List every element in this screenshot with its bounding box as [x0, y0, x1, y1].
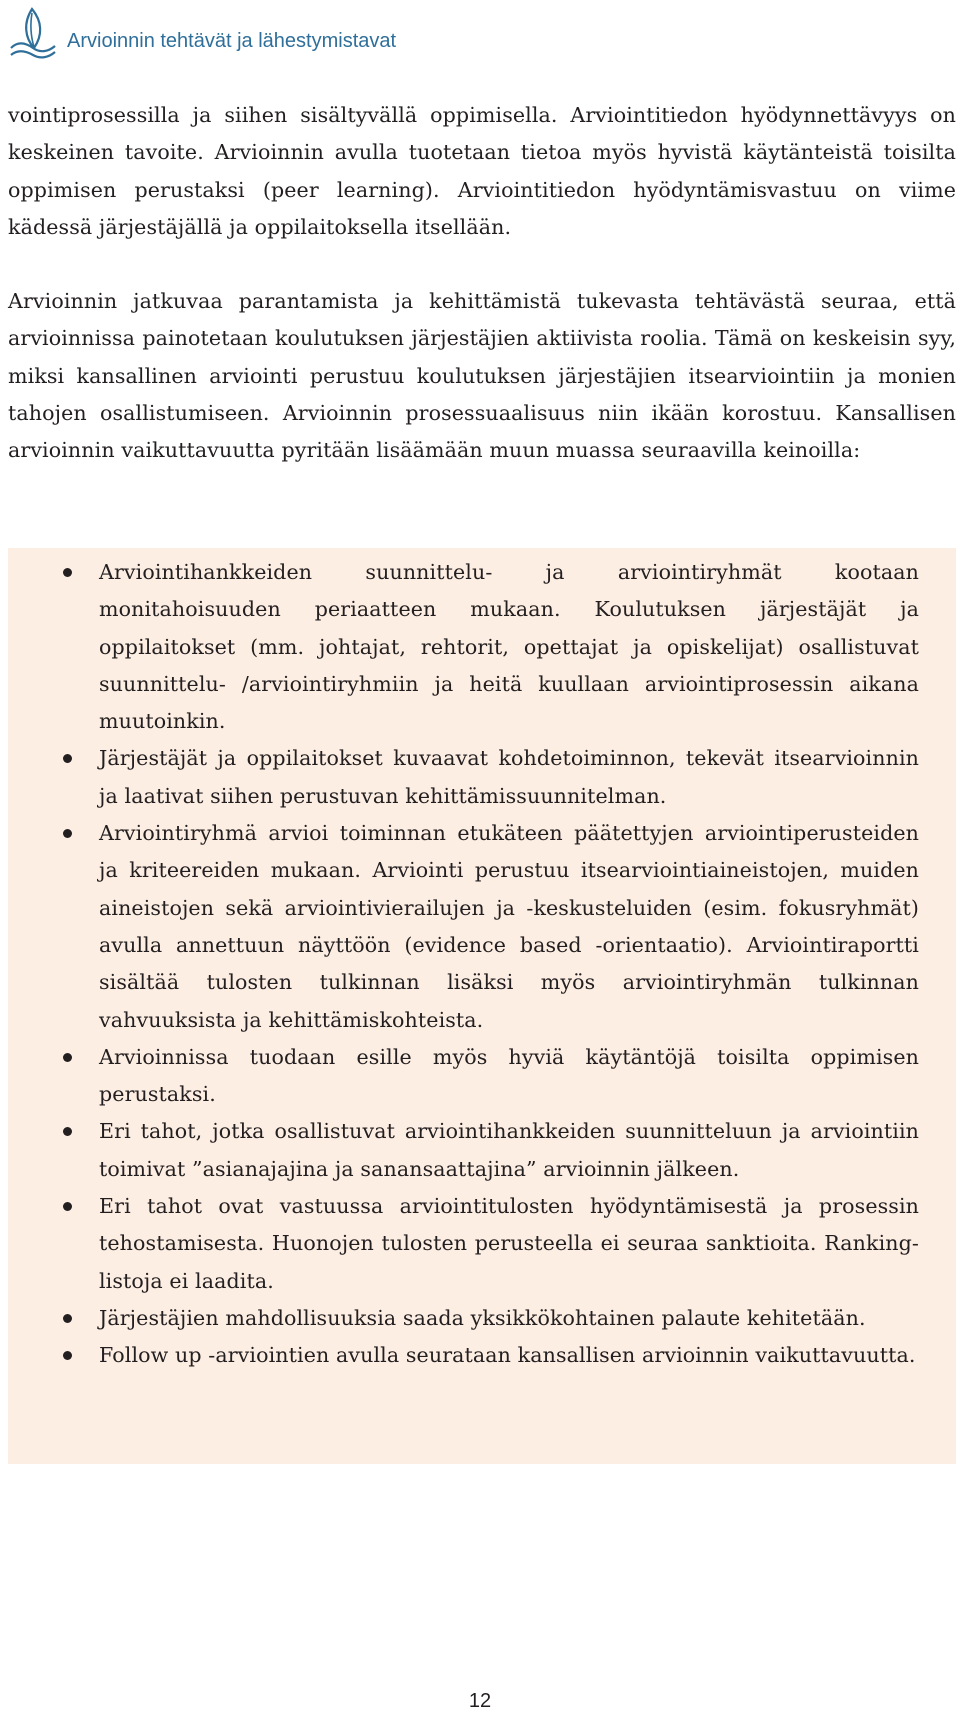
bullet-item — [8, 554, 956, 740]
bullet-item — [8, 1300, 956, 1337]
bullet-dot-icon — [63, 1202, 72, 1211]
bullet-dot-icon — [63, 1351, 72, 1360]
body-text — [8, 97, 956, 470]
bullet-item — [8, 1113, 956, 1188]
page-number: 12 — [468, 1690, 492, 1712]
bullet-text: Arviointihankkeiden suunnittelu- ja arviointiryhmät kootaan monitahoisuuden periaatteen mukaan. Koulutuksen järjestäjät ja oppilaitokset (mm. johtajat, rehtorit, opettajat ja opiskelijat) osallistuvat suunnittelu- /arviointiryhmiin ja heitä kuullaan arviointiprosessin aikana muutoinkin. — [99, 560, 919, 734]
highlight-box — [8, 548, 956, 1464]
running-header-title: Arvioinnin tehtävät ja lähestymistavat — [67, 29, 397, 52]
bullet-text: Arviointiryhmä arvioi toiminnan etukäteen päätettyjen arviointiperusteiden ja kriteereiden mukaan. Arviointi perustuu itsearviointiaineistojen, muiden aineistojen sekä arviointivierailujen ja -keskusteluiden (esim. fokusryhmät) avulla annettuun näyttöön (evidence based -orientaatio). Arviointiraportti sisältää tulosten tulkinnan lisäksi myös arviointiryhmän tulkinnan vahvuuksista ja kehittämiskohteista. — [99, 821, 919, 1032]
leaf-water-emblem-icon — [8, 7, 58, 61]
bullet-list — [8, 554, 956, 1375]
bullet-text: Järjestäjät ja oppilaitokset kuvaavat kohdetoiminnon, tekevät itsearvioinnin ja laativat siihen perustuvan kehittämissuunnitelman. — [99, 746, 919, 808]
bullet-dot-icon — [63, 829, 72, 838]
page-header — [8, 6, 396, 62]
bullet-text: Follow up -arviointien avulla seurataan kansallisen arvioinnin vaikuttavuutta. — [99, 1343, 916, 1368]
bullet-dot-icon — [63, 754, 72, 763]
bullet-item — [8, 740, 956, 815]
bullet-text: Järjestäjien mahdollisuuksia saada yksikkökohtainen palaute kehitetään. — [99, 1305, 866, 1330]
bullet-item — [8, 1337, 956, 1374]
bullet-text: Eri tahot ovat vastuussa arviointitulosten hyödyntämisestä ja prosessin tehostamisesta. Huonojen tulosten perusteella ei seuraa sanktioita. Ranking-listoja ei laadita. — [99, 1194, 919, 1293]
bullet-text: Eri tahot, jotka osallistuvat arviointihankkeiden suunnitteluun ja arviointiin toimivat ”asianajajina ja sanansaattajina” arvioinnin jälkeen. — [99, 1119, 919, 1181]
bullet-text: Arvioinnissa tuodaan esille myös hyviä käytäntöjä toisilta oppimisen perustaksi. — [99, 1044, 919, 1107]
bullet-item — [8, 1188, 956, 1300]
bullet-dot-icon — [63, 1314, 72, 1323]
paragraph: vointiprosessilla ja siihen sisältyvällä oppimisella. Arviointitiedon hyödynnettävyys on keskeinen tavoite. Arvioinnin avulla tuotetaan tietoa myös hyvistä käytänteistä toisilta oppimisen perustaksi (peer learning). Arviointitiedon hyödyntämisvastuu on viime kädessä järjestäjällä ja oppilaitoksella itsellään. — [8, 103, 956, 239]
bullet-item — [8, 815, 956, 1039]
paragraph: Arvioinnin jatkuvaa parantamista ja kehittämistä tukevasta tehtävästä seuraa, että arvioinnissa painotetaan koulutuksen järjestäjien aktiivista roolia. Tämä on keskeisin syy, miksi kansallinen arviointi perustuu koulutuksen järjestäjien itsearviointiin ja monien tahojen osallistumiseen. Arvioinnin prosessuaalisuus niin ikään korostuu. Kansallisen arvioinnin vaikuttavuutta pyritään lisäämään muun muassa seuraavilla keinoilla: — [8, 289, 956, 463]
bullet-dot-icon — [63, 1053, 72, 1062]
bullet-dot-icon — [63, 568, 72, 577]
bullet-dot-icon — [63, 1127, 72, 1136]
bullet-item — [8, 1039, 956, 1114]
